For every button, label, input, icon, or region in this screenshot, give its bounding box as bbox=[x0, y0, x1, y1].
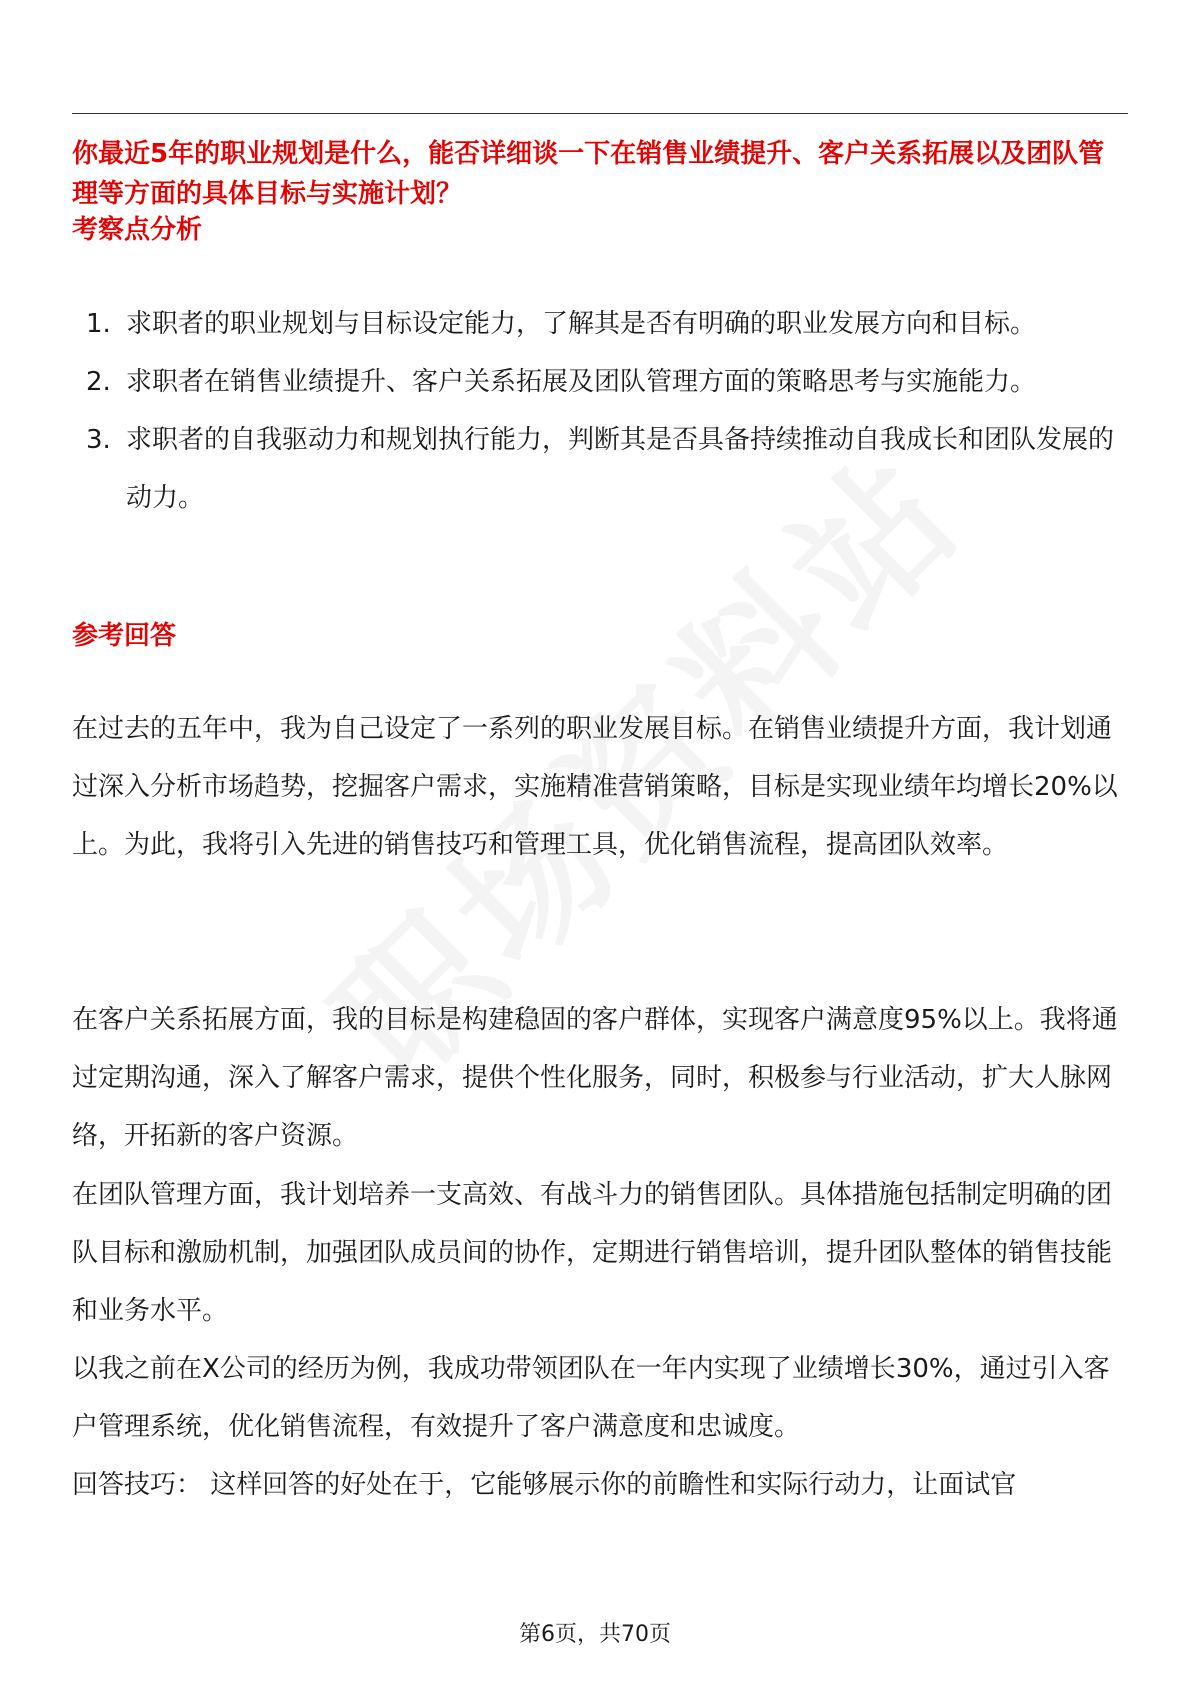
point-number: 2. bbox=[86, 367, 111, 397]
header-rule bbox=[72, 113, 1128, 114]
analysis-heading: 考察点分析 bbox=[72, 215, 203, 245]
point-number: 3. bbox=[86, 425, 111, 455]
point-text: 求职者的职业规划与目标设定能力，了解其是否有明确的职业发展方向和目标。 bbox=[126, 309, 1037, 339]
analysis-point bbox=[72, 411, 1128, 527]
answer-tip: 回答技巧： 这样回答的好处在于，它能够展示你的前瞻性和实际行动力，让面试官 bbox=[72, 1470, 1017, 1500]
answer-paragraph: 以我之前在X公司的经历为例，我成功带领团队在一年内实现了业绩增长30%，通过引入客户管理系统，优化销售流程，有效提升了客户满意度和忠诚度。 bbox=[72, 1354, 1110, 1442]
question-title: 你最近5年的职业规划是什么，能否详细谈一下在销售业绩提升、客户关系拓展以及团队管理等方面的具体目标与实施计划？ bbox=[72, 139, 1105, 209]
analysis-points-list bbox=[72, 295, 1128, 527]
answer-paragraph: 在团队管理方面，我计划培养一支高效、有战斗力的销售团队。具体措施包括制定明确的团队目标和激励机制，加强团队成员间的协作，定期进行销售培训，提升团队整体的销售技能和业务水平。 bbox=[72, 1180, 1113, 1326]
answer-heading: 参考回答 bbox=[72, 621, 177, 651]
answer-paragraph: 在客户关系拓展方面，我的目标是构建稳固的客户群体，实现客户满意度95%以上。我将通过定期沟通，深入了解客户需求，提供个性化服务，同时，积极参与行业活动，扩大人脉网络，开拓新的客户资源。 bbox=[72, 1005, 1118, 1151]
point-number: 1. bbox=[86, 309, 111, 339]
analysis-point bbox=[72, 295, 1128, 353]
page-number: 第6页，共70页 bbox=[519, 1622, 671, 1647]
analysis-point bbox=[72, 353, 1128, 411]
point-text: 求职者的自我驱动力和规划执行能力，判断其是否具备持续推动自我成长和团队发展的动力。 bbox=[126, 425, 1115, 513]
answer-paragraph: 在过去的五年中，我为自己设定了一系列的职业发展目标。在销售业绩提升方面，我计划通过深入分析市场趋势，挖掘客户需求，实施精准营销策略，目标是实现业绩年均增长20%以上。为此，我将引入先进的销售技巧和管理工具，优化销售流程，提高团队效率。 bbox=[72, 714, 1118, 860]
point-text: 求职者在销售业绩提升、客户关系拓展及团队管理方面的策略思考与实施能力。 bbox=[126, 367, 1037, 397]
